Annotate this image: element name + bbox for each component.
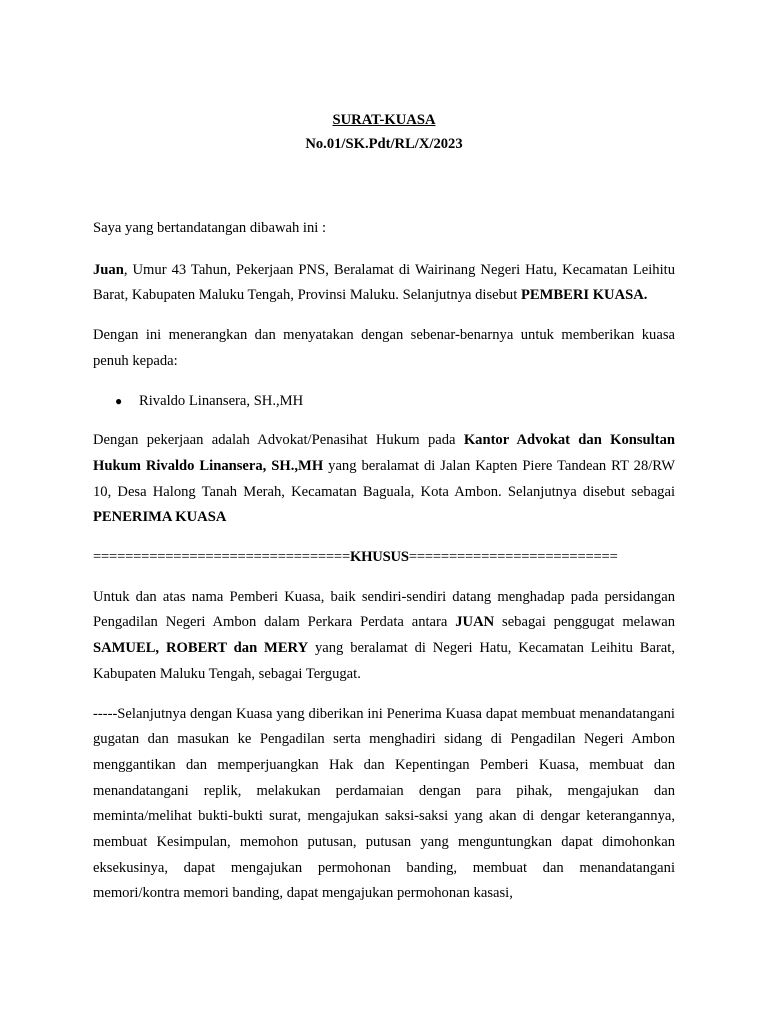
grantor-paragraph bbox=[93, 258, 675, 309]
powers-paragraph: -----Selanjutnya dengan Kuasa yang diberikan ini Penerima Kuasa dapat membuat menandatangani gugatan dan masukan ke Pengadilan serta menghadiri sidang di Pengadilan Negeri Ambon menggantikan dan memperjuangkan Hak dan Kepentingan Pemberi Kuasa, membuat dan menandatangani replik, melakukan perdamaian dengan para pihak, mengajukan dan meminta/melihat bukti-bukti surat, mengajukan saksi-saksi yang akan di dengar keterangannya, membuat Kesimpulan, memohon putusan, putusan yang menguntungkan dapat dimohonkan eksekusinya, dapat mengajukan permohonan banding, membuat dan menandatangani memori/kontra memori banding, dapat mengajukan permohonan kasasi, bbox=[93, 705, 675, 902]
grantee-role: PENERIMA KUASA bbox=[93, 509, 227, 526]
occupation-intro: Dengan pekerjaan adalah Advokat/Penasihat Hukum pada bbox=[93, 432, 464, 449]
case-intro: Untuk dan atas nama Pemberi Kuasa, baik sendiri-sendiri datang menghadap pada persidangan Pengadilan Negeri Ambon dalam Perkara Perdata antara bbox=[93, 588, 675, 631]
case-paragraph bbox=[93, 585, 675, 688]
title-block bbox=[93, 110, 675, 155]
grantor-description: , Umur 43 Tahun, Pekerjaan PNS, Beralamat di Wairinang Negeri Hatu, Kecamatan Leihitu Barat, Kabupaten Maluku Tengah, Provinsi Maluku. Selanjutnya disebut bbox=[93, 261, 675, 304]
divider-right: ========================== bbox=[408, 549, 618, 566]
bullet-icon: ● bbox=[115, 393, 123, 408]
plaintiff-name: JUAN bbox=[455, 614, 495, 631]
attorney-name: Rivaldo Linansera, SH.,MH bbox=[139, 392, 304, 409]
opening-statement: Saya yang bertandatangan dibawah ini : bbox=[93, 220, 327, 236]
grantor-role: PEMBERI KUASA. bbox=[520, 287, 648, 304]
law-office-name: Kantor Advokat dan Konsultan Hukum Rivaldo Linansera, SH.,MH bbox=[93, 432, 676, 474]
case-middle: sebagai penggugat melawan bbox=[494, 614, 675, 631]
divider-label: KHUSUS bbox=[349, 549, 409, 566]
special-divider bbox=[93, 545, 675, 571]
case-end: yang beralamat di Negeri Hatu, Kecamatan Leihitu Barat, Kabupaten Maluku Tengah, sebagai Tergugat. bbox=[93, 640, 675, 682]
grantor-name: Juan bbox=[93, 261, 124, 278]
occupation-paragraph bbox=[93, 428, 675, 531]
attorney-list-item bbox=[93, 389, 675, 415]
divider-left: ================================ bbox=[93, 549, 350, 566]
document-title: SURAT-KUASA bbox=[332, 112, 436, 128]
defendant-names: SAMUEL, ROBERT dan MERY bbox=[93, 640, 309, 657]
document-body bbox=[93, 216, 675, 907]
declaration-paragraph: Dengan ini menerangkan dan menyatakan dengan sebenar-benarnya untuk memberikan kuasa penuh kepada: bbox=[93, 327, 675, 369]
office-address: yang beralamat di Jalan Kapten Piere Tandean RT 28/RW 10, Desa Halong Tanah Merah, Kecamatan Baguala, Kota Ambon. Selanjutnya disebut sebagai bbox=[93, 457, 675, 500]
document-number: No.01/SK.Pdt/RL/X/2023 bbox=[305, 136, 463, 152]
